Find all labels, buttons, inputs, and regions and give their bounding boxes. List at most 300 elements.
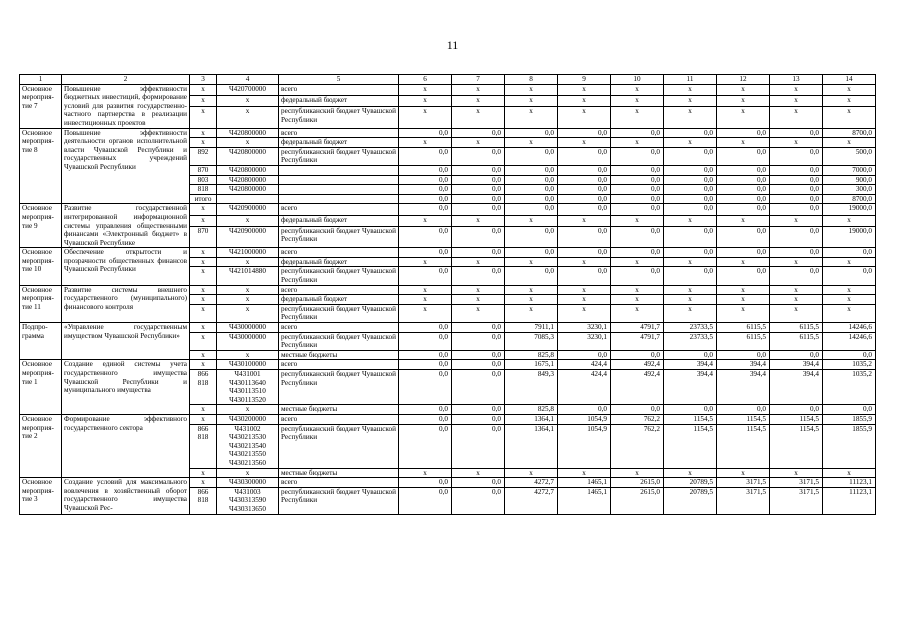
value-cell: 0,0 bbox=[717, 175, 770, 185]
value-cell: x bbox=[505, 285, 558, 295]
column-header: 5 bbox=[279, 75, 399, 85]
value-cell: x bbox=[399, 257, 452, 267]
value-cell: 0,0 bbox=[452, 194, 505, 204]
cell-line: Ч430113640 bbox=[229, 378, 266, 387]
value-cell: x bbox=[611, 304, 664, 322]
agency-code bbox=[190, 487, 217, 514]
value-cell: x bbox=[505, 295, 558, 305]
value-cell: 0,0 bbox=[399, 128, 452, 138]
value-cell: 20789,5 bbox=[664, 487, 717, 514]
value-cell: 1054,9 bbox=[558, 424, 611, 468]
value-cell: 0,0 bbox=[399, 370, 452, 405]
value-cell: 0,0 bbox=[664, 405, 717, 415]
cell-line: Ч430313590 bbox=[228, 496, 266, 505]
budget-code: Ч420800000 bbox=[217, 147, 279, 165]
value-cell: 0,0 bbox=[770, 204, 823, 215]
value-cell: x bbox=[505, 257, 558, 267]
value-cell: 1675,1 bbox=[505, 360, 558, 370]
value-cell: x bbox=[664, 285, 717, 295]
value-cell: 0,0 bbox=[452, 128, 505, 138]
value-cell: 0,0 bbox=[399, 424, 452, 468]
budget-code: Ч420800000 bbox=[217, 185, 279, 195]
value-cell: 0,0 bbox=[452, 226, 505, 247]
value-cell: x bbox=[717, 257, 770, 267]
funding-source: республиканский бюджет Чувашской Республики bbox=[279, 304, 399, 322]
value-cell: 0,0 bbox=[399, 414, 452, 424]
column-header: 4 bbox=[217, 75, 279, 85]
value-cell: 1035,2 bbox=[823, 360, 876, 370]
value-cell: 0,0 bbox=[399, 405, 452, 415]
value-cell: 0,0 bbox=[399, 360, 452, 370]
value-cell: 0,0 bbox=[717, 165, 770, 175]
value-cell: x bbox=[717, 138, 770, 148]
funding-source: местные бюджеты bbox=[279, 405, 399, 415]
value-cell: 0,0 bbox=[770, 175, 823, 185]
value-cell: 8700,0 bbox=[823, 194, 876, 204]
value-cell: x bbox=[823, 84, 876, 95]
value-cell: x bbox=[823, 138, 876, 148]
value-cell: 0,0 bbox=[399, 332, 452, 350]
cell-line: Ч431003 bbox=[234, 487, 261, 496]
value-cell: 0,0 bbox=[664, 267, 717, 285]
value-cell: 0,0 bbox=[558, 350, 611, 360]
value-cell: 7085,3 bbox=[505, 332, 558, 350]
funding-source: местные бюджеты bbox=[279, 468, 399, 478]
budget-code: x bbox=[217, 295, 279, 305]
agency-code: x bbox=[190, 128, 217, 138]
value-cell: x bbox=[558, 95, 611, 106]
value-cell: 424,4 bbox=[558, 370, 611, 405]
value-cell: 0,0 bbox=[505, 165, 558, 175]
value-cell: 1154,5 bbox=[717, 414, 770, 424]
budget-code: Ч420700000 bbox=[217, 84, 279, 95]
agency-code: x bbox=[190, 295, 217, 305]
value-cell: x bbox=[505, 84, 558, 95]
value-cell: 6115,5 bbox=[770, 332, 823, 350]
value-cell: 0,0 bbox=[399, 478, 452, 488]
value-cell: 3230,1 bbox=[558, 332, 611, 350]
value-cell: 3171,5 bbox=[717, 478, 770, 488]
budget-code bbox=[217, 194, 279, 204]
value-cell: 0,0 bbox=[664, 204, 717, 215]
cell-line: Ч430213540 bbox=[228, 441, 266, 450]
agency-code: 818 bbox=[190, 185, 217, 195]
value-cell: 14246,6 bbox=[823, 332, 876, 350]
value-cell: x bbox=[664, 257, 717, 267]
value-cell: x bbox=[770, 468, 823, 478]
event-description: Развитие системы внешнего государственного (муниципального) финансового контроля bbox=[62, 285, 190, 322]
value-cell: 0,0 bbox=[770, 267, 823, 285]
event-description: Повышение эффективности бюджетных инвестиций, формирование условий для развития государственно-частного партнерства в реализации инвестиционных проектов bbox=[62, 84, 190, 128]
value-cell: 394,4 bbox=[717, 370, 770, 405]
cell-line: Ч430113510 bbox=[229, 387, 266, 396]
value-cell: 300,0 bbox=[823, 185, 876, 195]
table-row bbox=[20, 204, 876, 215]
event-label: Основное мероприятие 9 bbox=[20, 204, 62, 248]
budget-code bbox=[217, 487, 279, 514]
budget-table bbox=[19, 74, 876, 515]
value-cell: 0,0 bbox=[611, 128, 664, 138]
value-cell: 0,0 bbox=[558, 405, 611, 415]
table-row bbox=[20, 323, 876, 333]
value-cell: x bbox=[717, 95, 770, 106]
agency-code: x bbox=[190, 468, 217, 478]
value-cell: 1465,1 bbox=[558, 478, 611, 488]
value-cell: 500,0 bbox=[823, 147, 876, 165]
value-cell: 0,0 bbox=[664, 185, 717, 195]
value-cell: 6115,5 bbox=[770, 323, 823, 333]
event-description: Развитие государственной интегрированной информационной системы управления общественными финансами «Электронный бюджет» в Чувашской Республике bbox=[62, 204, 190, 248]
value-cell: x bbox=[717, 295, 770, 305]
agency-code: 803 bbox=[190, 175, 217, 185]
funding-source: федеральный бюджет bbox=[279, 295, 399, 305]
value-cell: x bbox=[823, 304, 876, 322]
event-description: Формирование эффективного государственного сектора bbox=[62, 414, 190, 477]
column-header: 2 bbox=[62, 75, 190, 85]
budget-code: x bbox=[217, 304, 279, 322]
budget-code: Ч420800000 bbox=[217, 175, 279, 185]
value-cell: x bbox=[399, 304, 452, 322]
funding-source: республиканский бюджет Чувашской Республики bbox=[279, 147, 399, 165]
value-cell: 7911,1 bbox=[505, 323, 558, 333]
agency-code bbox=[190, 370, 217, 405]
value-cell: 8700,0 bbox=[823, 128, 876, 138]
value-cell: 0,0 bbox=[399, 185, 452, 195]
value-cell: x bbox=[611, 138, 664, 148]
funding-source: республиканский бюджет Чувашской Республики bbox=[279, 487, 399, 514]
value-cell: 0,0 bbox=[452, 424, 505, 468]
value-cell: x bbox=[717, 84, 770, 95]
value-cell: 0,0 bbox=[611, 405, 664, 415]
funding-source: всего bbox=[279, 323, 399, 333]
funding-source bbox=[279, 175, 399, 185]
value-cell: 0,0 bbox=[717, 267, 770, 285]
value-cell: 7000,0 bbox=[823, 165, 876, 175]
value-cell: x bbox=[452, 215, 505, 226]
budget-code: x bbox=[217, 107, 279, 128]
budget-code: Ч420800000 bbox=[217, 128, 279, 138]
budget-code bbox=[217, 370, 279, 405]
agency-code: 870 bbox=[190, 226, 217, 247]
value-cell: 2615,0 bbox=[611, 478, 664, 488]
cell-line: Ч430213550 bbox=[228, 450, 266, 459]
cell-line: Ч430313650 bbox=[228, 504, 266, 513]
value-cell: x bbox=[558, 468, 611, 478]
value-cell: 0,0 bbox=[558, 128, 611, 138]
header-row bbox=[20, 75, 876, 85]
value-cell: 23733,5 bbox=[664, 332, 717, 350]
value-cell: 0,0 bbox=[452, 267, 505, 285]
table-row bbox=[20, 414, 876, 424]
agency-code: x bbox=[190, 248, 217, 258]
value-cell: x bbox=[664, 107, 717, 128]
cell-line: Ч430213560 bbox=[228, 458, 266, 467]
value-cell: 23733,5 bbox=[664, 323, 717, 333]
value-cell: 0,0 bbox=[611, 165, 664, 175]
value-cell: x bbox=[558, 285, 611, 295]
value-cell: 0,0 bbox=[452, 175, 505, 185]
value-cell: x bbox=[770, 95, 823, 106]
table-row bbox=[20, 128, 876, 138]
value-cell: 0,0 bbox=[717, 204, 770, 215]
value-cell: x bbox=[611, 84, 664, 95]
value-cell: x bbox=[770, 84, 823, 95]
value-cell: x bbox=[452, 285, 505, 295]
agency-code: x bbox=[190, 360, 217, 370]
agency-code: 892 bbox=[190, 147, 217, 165]
budget-code: Ч420900000 bbox=[217, 226, 279, 247]
value-cell: 0,0 bbox=[770, 405, 823, 415]
value-cell: 0,0 bbox=[558, 204, 611, 215]
value-cell: x bbox=[770, 295, 823, 305]
value-cell: x bbox=[399, 107, 452, 128]
column-header: 13 bbox=[770, 75, 823, 85]
table-row bbox=[20, 248, 876, 258]
value-cell: 1154,5 bbox=[770, 424, 823, 468]
agency-code: x bbox=[190, 95, 217, 106]
value-cell: x bbox=[558, 257, 611, 267]
value-cell: 0,0 bbox=[770, 248, 823, 258]
value-cell: 0,0 bbox=[664, 147, 717, 165]
value-cell: 492,4 bbox=[611, 360, 664, 370]
value-cell: x bbox=[664, 468, 717, 478]
budget-code: Ч430000000 bbox=[217, 323, 279, 333]
value-cell: 1154,5 bbox=[770, 414, 823, 424]
value-cell: 4791,7 bbox=[611, 323, 664, 333]
funding-source: всего bbox=[279, 204, 399, 215]
value-cell: 3230,1 bbox=[558, 323, 611, 333]
value-cell: x bbox=[452, 138, 505, 148]
agency-code: x bbox=[190, 332, 217, 350]
value-cell: x bbox=[399, 84, 452, 95]
value-cell: 20789,5 bbox=[664, 478, 717, 488]
budget-code: x bbox=[217, 138, 279, 148]
value-cell: 0,0 bbox=[664, 350, 717, 360]
value-cell: x bbox=[452, 107, 505, 128]
funding-source: республиканский бюджет Чувашской Республики bbox=[279, 424, 399, 468]
funding-source bbox=[279, 194, 399, 204]
agency-code: x bbox=[190, 304, 217, 322]
agency-code: итого bbox=[190, 194, 217, 204]
value-cell: 0,0 bbox=[452, 350, 505, 360]
funding-source: республиканский бюджет Чувашской Республики bbox=[279, 226, 399, 247]
value-cell: 0,0 bbox=[399, 147, 452, 165]
agency-code: x bbox=[190, 138, 217, 148]
agency-code: x bbox=[190, 350, 217, 360]
column-header: 14 bbox=[823, 75, 876, 85]
value-cell: 762,2 bbox=[611, 424, 664, 468]
funding-source: всего bbox=[279, 360, 399, 370]
funding-source: всего bbox=[279, 478, 399, 488]
value-cell: 0,0 bbox=[505, 267, 558, 285]
value-cell: x bbox=[505, 107, 558, 128]
value-cell: x bbox=[664, 295, 717, 305]
value-cell: 6115,5 bbox=[717, 332, 770, 350]
budget-code: x bbox=[217, 350, 279, 360]
value-cell: 0,0 bbox=[611, 147, 664, 165]
value-cell: 0,0 bbox=[399, 165, 452, 175]
column-header: 3 bbox=[190, 75, 217, 85]
cell-line: 866 bbox=[197, 424, 209, 433]
event-description: Повышение эффективности деятельности органов исполнительной власти Чувашской Республики и государственных учреждений Чувашской Республики bbox=[62, 128, 190, 204]
value-cell: 0,0 bbox=[399, 267, 452, 285]
value-cell: 900,0 bbox=[823, 175, 876, 185]
value-cell: 11123,1 bbox=[823, 478, 876, 488]
budget-code: Ч430000000 bbox=[217, 332, 279, 350]
funding-source bbox=[279, 165, 399, 175]
value-cell: 4791,7 bbox=[611, 332, 664, 350]
event-label: Основное мероприятие 11 bbox=[20, 285, 62, 322]
value-cell: x bbox=[558, 107, 611, 128]
value-cell: 0,0 bbox=[505, 226, 558, 247]
column-header: 8 bbox=[505, 75, 558, 85]
budget-code: x bbox=[217, 285, 279, 295]
column-header: 7 bbox=[452, 75, 505, 85]
value-cell: x bbox=[611, 257, 664, 267]
value-cell: 0,0 bbox=[399, 194, 452, 204]
value-cell: 1364,1 bbox=[505, 424, 558, 468]
value-cell: x bbox=[664, 215, 717, 226]
event-label: Подпрограмма bbox=[20, 323, 62, 360]
value-cell: 0,0 bbox=[611, 267, 664, 285]
value-cell: 0,0 bbox=[452, 332, 505, 350]
value-cell: 0,0 bbox=[611, 185, 664, 195]
value-cell: x bbox=[717, 107, 770, 128]
value-cell: x bbox=[452, 468, 505, 478]
funding-source: всего bbox=[279, 84, 399, 95]
budget-code: Ч420800000 bbox=[217, 165, 279, 175]
value-cell: x bbox=[399, 95, 452, 106]
value-cell: 762,2 bbox=[611, 414, 664, 424]
value-cell: x bbox=[558, 295, 611, 305]
value-cell: 0,0 bbox=[770, 128, 823, 138]
budget-code: Ч421014880 bbox=[217, 267, 279, 285]
agency-code: x bbox=[190, 215, 217, 226]
event-description: «Управление государственным имуществом Чувашской Республики» bbox=[62, 323, 190, 360]
value-cell: 0,0 bbox=[558, 267, 611, 285]
value-cell: 0,0 bbox=[452, 478, 505, 488]
value-cell: 0,0 bbox=[717, 248, 770, 258]
value-cell: x bbox=[717, 468, 770, 478]
budget-code: x bbox=[217, 468, 279, 478]
event-label: Основное мероприятие 2 bbox=[20, 414, 62, 477]
value-cell: 0,0 bbox=[717, 185, 770, 195]
value-cell: 1035,2 bbox=[823, 370, 876, 405]
event-label: Основное мероприятие 10 bbox=[20, 248, 62, 285]
value-cell: 1054,9 bbox=[558, 414, 611, 424]
value-cell: x bbox=[505, 215, 558, 226]
value-cell: 0,0 bbox=[452, 487, 505, 514]
budget-code: x bbox=[217, 257, 279, 267]
value-cell: 0,0 bbox=[505, 128, 558, 138]
value-cell: 0,0 bbox=[452, 248, 505, 258]
value-cell: x bbox=[611, 107, 664, 128]
value-cell: x bbox=[823, 295, 876, 305]
funding-source: всего bbox=[279, 285, 399, 295]
agency-code: x bbox=[190, 323, 217, 333]
funding-source: местные бюджеты bbox=[279, 350, 399, 360]
value-cell: x bbox=[558, 84, 611, 95]
value-cell: x bbox=[770, 138, 823, 148]
value-cell: x bbox=[611, 295, 664, 305]
value-cell: 1364,1 bbox=[505, 414, 558, 424]
value-cell: 0,0 bbox=[452, 165, 505, 175]
table-row bbox=[20, 84, 876, 95]
column-header: 1 bbox=[20, 75, 62, 85]
table-row bbox=[20, 285, 876, 295]
agency-code: x bbox=[190, 257, 217, 267]
cell-line: 866 bbox=[197, 370, 209, 378]
value-cell: 11123,1 bbox=[823, 487, 876, 514]
column-header: 6 bbox=[399, 75, 452, 85]
funding-source: федеральный бюджет bbox=[279, 95, 399, 106]
value-cell: x bbox=[770, 285, 823, 295]
value-cell: x bbox=[505, 95, 558, 106]
value-cell: x bbox=[399, 138, 452, 148]
value-cell: 0,0 bbox=[717, 194, 770, 204]
value-cell: 0,0 bbox=[664, 248, 717, 258]
value-cell: 0,0 bbox=[664, 194, 717, 204]
value-cell: 19000,0 bbox=[823, 204, 876, 215]
value-cell: 0,0 bbox=[664, 226, 717, 247]
agency-code: x bbox=[190, 267, 217, 285]
value-cell: 0,0 bbox=[558, 147, 611, 165]
value-cell: 0,0 bbox=[452, 185, 505, 195]
cell-line: Ч431002 bbox=[234, 424, 261, 433]
event-label: Основное мероприятие 1 bbox=[20, 360, 62, 415]
value-cell: 0,0 bbox=[611, 204, 664, 215]
value-cell: 0,0 bbox=[558, 185, 611, 195]
value-cell: x bbox=[664, 95, 717, 106]
event-label: Основное мероприятие 7 bbox=[20, 84, 62, 128]
agency-code: x bbox=[190, 204, 217, 215]
value-cell: x bbox=[770, 304, 823, 322]
value-cell: 0,0 bbox=[505, 194, 558, 204]
value-cell: 0,0 bbox=[823, 350, 876, 360]
value-cell: x bbox=[399, 468, 452, 478]
page-number: 11 bbox=[446, 38, 459, 52]
value-cell: x bbox=[664, 138, 717, 148]
budget-code: Ч421000000 bbox=[217, 248, 279, 258]
value-cell: x bbox=[452, 84, 505, 95]
value-cell: x bbox=[770, 215, 823, 226]
value-cell: 6115,5 bbox=[717, 323, 770, 333]
value-cell: x bbox=[611, 285, 664, 295]
value-cell: x bbox=[505, 138, 558, 148]
budget-code: Ч430100000 bbox=[217, 360, 279, 370]
value-cell: x bbox=[505, 468, 558, 478]
cell-line: Ч430113520 bbox=[229, 395, 266, 404]
table-row bbox=[20, 360, 876, 370]
value-cell: x bbox=[505, 304, 558, 322]
value-cell: 0,0 bbox=[399, 323, 452, 333]
value-cell: 0,0 bbox=[770, 350, 823, 360]
value-cell: 0,0 bbox=[558, 165, 611, 175]
value-cell: 14246,6 bbox=[823, 323, 876, 333]
value-cell: 0,0 bbox=[717, 226, 770, 247]
value-cell: 0,0 bbox=[717, 405, 770, 415]
value-cell: x bbox=[823, 95, 876, 106]
value-cell: 0,0 bbox=[770, 194, 823, 204]
cell-line: 818 bbox=[197, 433, 209, 442]
value-cell: x bbox=[558, 304, 611, 322]
value-cell: 0,0 bbox=[399, 350, 452, 360]
value-cell: 0,0 bbox=[505, 185, 558, 195]
cell-line: 818 bbox=[197, 378, 209, 387]
funding-source: всего bbox=[279, 414, 399, 424]
value-cell: 1465,1 bbox=[558, 487, 611, 514]
agency-code: 870 bbox=[190, 165, 217, 175]
